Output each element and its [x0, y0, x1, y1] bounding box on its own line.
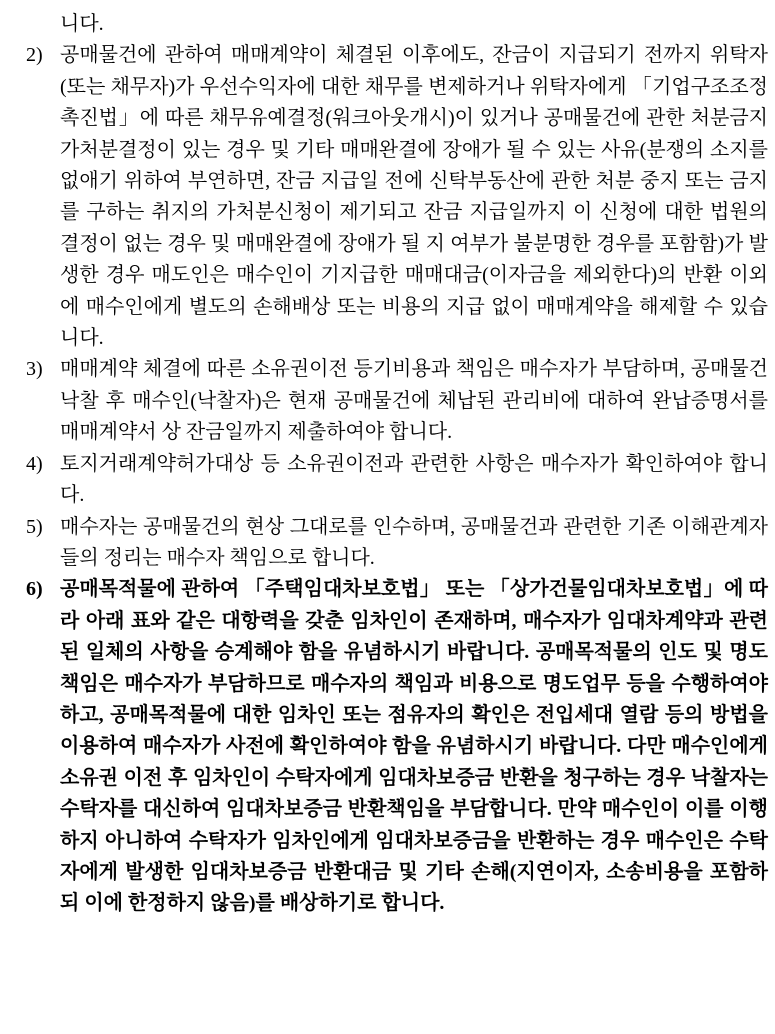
item-5-number: 5): [26, 515, 43, 538]
list-item-2: [26, 40, 768, 354]
item-6-number: 6): [26, 578, 43, 601]
item-6-text: 공매목적물에 관하여 「주택임대차보호법」 또는 「상가건물임대차보호법」에 따라 아래 표와 같은 대항력을 갖춘 임차인이 존재하며, 매수자가 임대차계약과 관련된 일체의 사항을 승계해야 함을 유념하시기 바랍니다. 공매목적물의 인도 및 명도 책임은 매수자가 부담하므로 매수자의 책임과 비용으로 명도업무 등을 수행하여야 하고, 공매목적물에 대한 임차인 또는 점유자의 확인은 전입세대 열람 등의 방법을 이용하여 매수자가 사전에 확인하여야 함을 유념하시기 바랍니다. 다만 매수인에게 소유권 이전 후 임차인이 수탁자에게 임대차보증금 반환을 청구하는 경우 낙찰자는 수탁자를 대신하여 임대차보증금 반환책임을 부담합니다. 만약 매수인이 이를 이행하지 아니하여 수탁자가 임차인에게 임대차보증금을 반환하는 경우 매수인은 수탁자에게 발생한 임대차보증금 반환대금 및 기타 손해(지연이자, 소송비용을 포함하되 이에 한정하지 않음)를 배상하기로 합니다.: [60, 578, 768, 915]
list-item-6: [26, 574, 768, 919]
item-5-text: 매수자는 공매물건의 현상 그대로를 인수하며, 공매물건과 관련한 기존 이해관계자들의 정리는 매수자 책임으로 합니다.: [60, 515, 768, 569]
paragraph-continuation-text: 니다.: [60, 13, 104, 35]
item-4-text: 토지거래계약허가대상 등 소유권이전과 관련한 사항은 매수자가 확인하여야 합니다.: [60, 452, 768, 507]
item-3-number: 3): [26, 358, 43, 381]
list-item-3: [26, 354, 768, 448]
item-2-number: 2): [26, 44, 43, 67]
item-3-text: 매매계약 체결에 따른 소유권이전 등기비용과 책임은 매수자가 부담하며, 공매물건 낙찰 후 매수인(낙찰자)은 현재 공매물건에 체납된 관리비에 대하여 완납증명서를 매매계약서 상 잔금일까지 제출하여야 합니다.: [60, 358, 768, 444]
list-item-5: [26, 512, 768, 575]
item-4-number: 4): [26, 452, 43, 475]
list-item-4: [26, 449, 768, 512]
paragraph-continuation: [26, 9, 768, 40]
item-2-text: 공매물건에 관하여 매매계약이 체결된 이후에도, 잔금이 지급되기 전까지 위탁자(또는 채무자)가 우선수익자에 대한 채무를 변제하거나 위탁자에게 「기업구조조정 촉진법」에 따른 채무유예결정(워크아웃개시)이 있거나 공매물건에 관한 처분금지가처분결정이 있는 경우 및 기타 매매완결에 장애가 될 수 있는 사유(분쟁의 소지를 없애기 위하여 부연하면, 잔금 지급일 전에 신탁부동산에 관한 처분 중지 또는 금지를 구하는 취지의 가처분신청이 제기되고 잔금 지급일까지 이 신청에 대한 법원의 결정이 없는 경우 및 매매완결에 장애가 될 지 여부가 불분명한 경우를 포함함)가 발생한 경우 매도인은 매수인이 기지급한 매매대금(이자금을 제외한다)의 반환 이외에 매수인에게 별도의 손해배상 또는 비용의 지급 없이 매매계약을 해제할 수 있습니다.: [60, 44, 768, 350]
